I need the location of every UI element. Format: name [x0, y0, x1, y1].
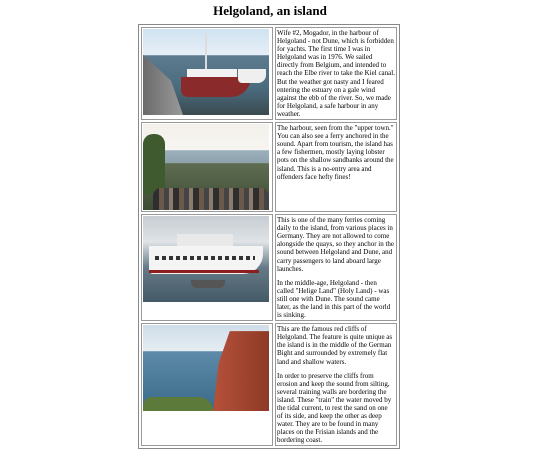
- caption-paragraph: Wife #2, Mogador, in the harbour of Helgoland - not Dune, which is forbidden for yachts. The first time I was in Helgoland was in 1976. We sailed directly from Belgium, and intended to reach the Elbe river to take the Kiel canal. But the weather got nasty and I feared entering the estuary on a gale wind against the ebb of the river. So, we made for Helgoland, a safe harbour in any weather.: [277, 29, 395, 118]
- caption-paragraph: In the middle-age, Helgoland - then called "Helige Land" (Holy Land) - was still one with Dune. The sound came later, as the land in this part of the world is sinking.: [277, 278, 391, 320]
- table-row: [141, 122, 397, 212]
- caption-paragraph: In order to preserve the cliffs from erosion and keep the sound from silting, several training walls are bordering the island. These "train" the water moved by the tidal current, to rest the sand on one of its side, and keep the other as deep water. They are to be found in many places on the Frisian islands and the bordering coast.: [277, 371, 392, 445]
- upper-town-photo: [143, 124, 269, 210]
- photo-cell: [141, 122, 273, 212]
- photo-table: [138, 24, 400, 449]
- ferry-photo: [143, 216, 269, 302]
- caption-cell: [275, 122, 397, 212]
- photo-cell: [141, 27, 273, 120]
- harbour-photo: [143, 29, 269, 115]
- caption-cell: [275, 214, 397, 321]
- table-row: [141, 214, 397, 321]
- table-row: [141, 27, 397, 120]
- photo-cell: [141, 323, 273, 446]
- page-title: Helgoland, an island: [213, 3, 327, 18]
- red-cliffs-photo: [143, 325, 269, 411]
- caption-cell: [275, 323, 397, 446]
- caption-paragraph: The harbour, seen from the "upper town." You can also see a ferry anchored in the sound. Apart from tourism, the island has a few fishermen, mostly laying lobster pots on the shallow sandbanks around the island. This is a no-entry area and offenders face hefty fines!: [277, 124, 394, 181]
- caption-paragraph: This is one of the many ferries coming daily to the island, from various places in Germany. They are not allowed to come alongside the quays, so they anchor in the sound between Helgoland and Dune, and carry passengers to land aboard large launches.: [277, 216, 395, 273]
- table-row: [141, 323, 397, 446]
- caption-cell: [275, 27, 397, 120]
- photo-cell: [141, 214, 273, 321]
- caption-paragraph: This are the famous red cliffs of Helgoland. The feature is quite unique as the island is in the middle of the German Bight and surrounded by extremely flat land and shallow waters.: [277, 325, 393, 366]
